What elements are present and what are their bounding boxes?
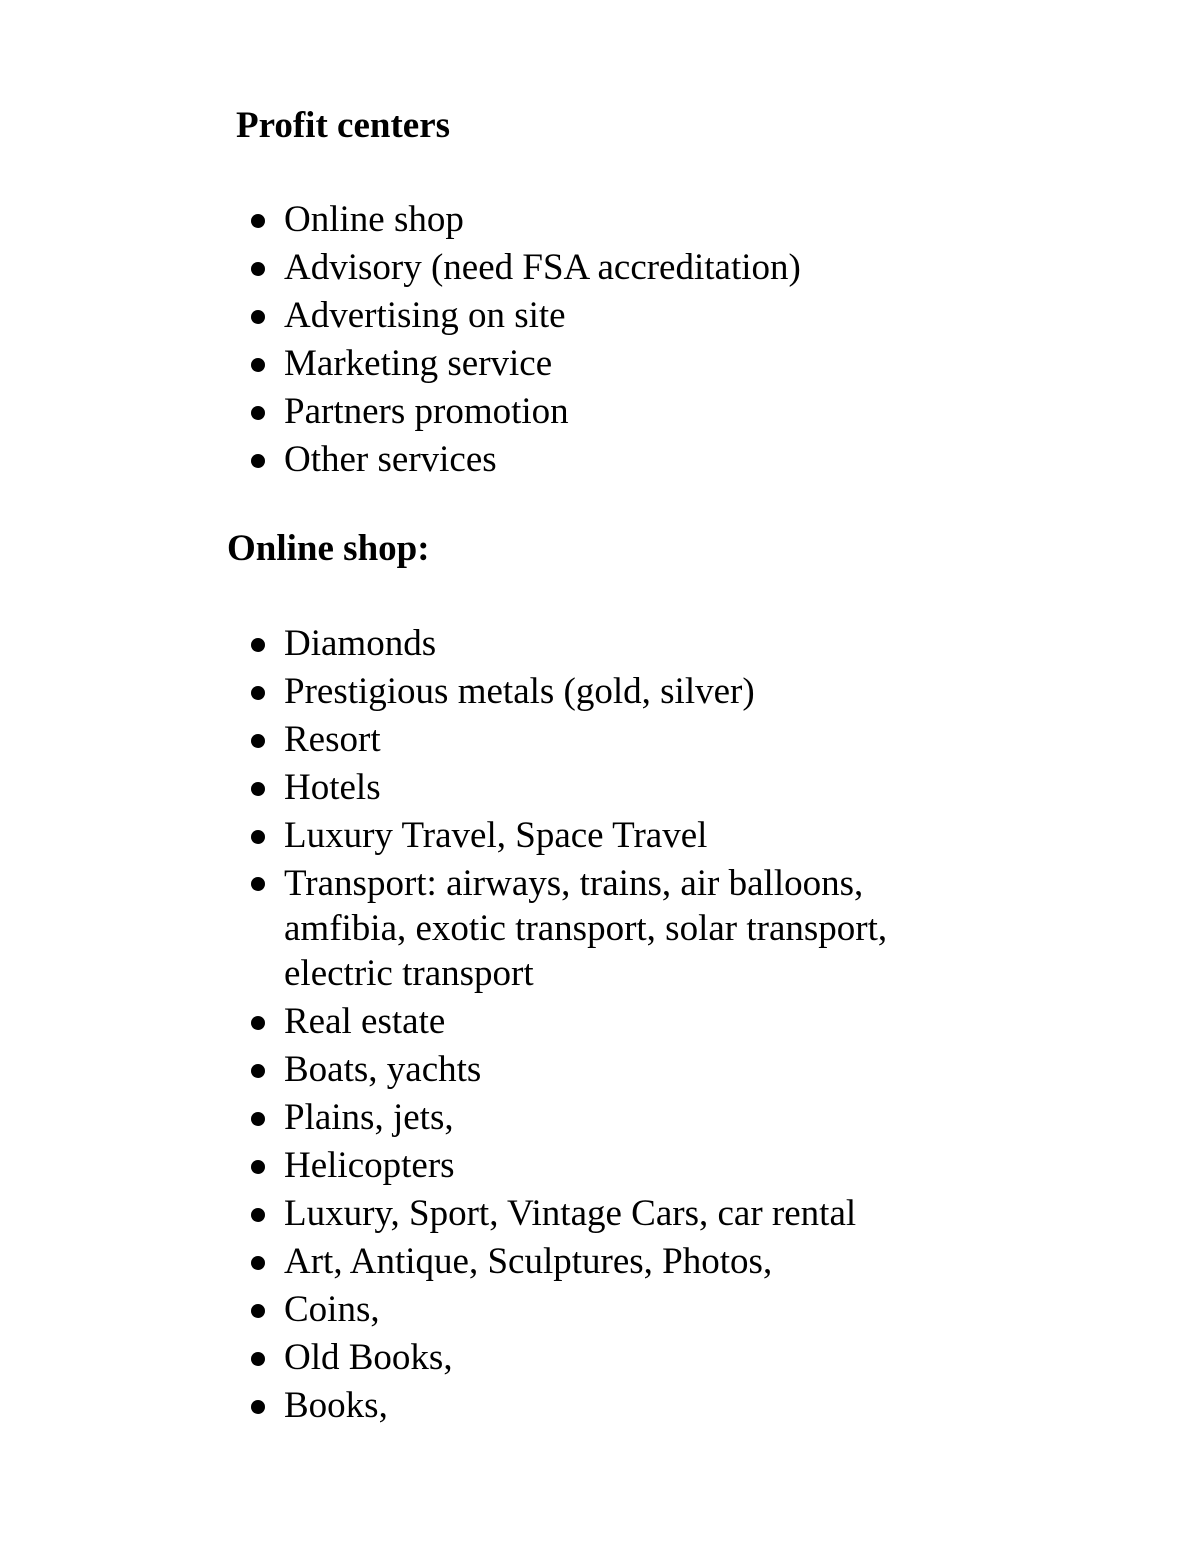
list-item bbox=[0, 620, 1200, 668]
bullet-icon bbox=[251, 1016, 265, 1030]
list-item bbox=[0, 292, 1200, 340]
list-item bbox=[0, 1094, 1200, 1142]
bullet-icon bbox=[251, 358, 265, 372]
list-item bbox=[0, 764, 1200, 812]
bullet-icon bbox=[251, 1112, 265, 1126]
list-item bbox=[0, 812, 1200, 860]
list-item bbox=[0, 668, 1200, 716]
list-item bbox=[0, 1190, 1200, 1238]
bullet-icon bbox=[251, 262, 265, 276]
list-item bbox=[0, 1286, 1200, 1334]
list-item-text: Books, bbox=[284, 1385, 388, 1426]
list-item-text: Online shop bbox=[284, 199, 464, 240]
list-item bbox=[0, 436, 1200, 484]
list-item-text: Diamonds bbox=[284, 623, 437, 664]
section-heading-online-shop: Online shop: bbox=[227, 528, 430, 569]
list-item-text: Resort bbox=[284, 719, 381, 760]
bullet-icon bbox=[251, 1400, 265, 1414]
bullet-icon bbox=[251, 310, 265, 324]
list-item-text: Partners promotion bbox=[284, 391, 569, 432]
list-item bbox=[0, 340, 1200, 388]
list-item bbox=[0, 196, 1200, 244]
bullet-icon bbox=[251, 686, 265, 700]
bullet-icon bbox=[251, 638, 265, 652]
list-item-text: Advertising on site bbox=[284, 295, 566, 336]
bullet-icon bbox=[251, 1304, 265, 1318]
list-item-text: Other services bbox=[284, 439, 497, 480]
list-item-text: Prestigious metals (gold, silver) bbox=[284, 671, 755, 712]
list-item bbox=[0, 716, 1200, 764]
list-item-text: Helicopters bbox=[284, 1145, 455, 1186]
list-item-text: Art, Antique, Sculptures, Photos, bbox=[284, 1241, 773, 1282]
bullet-icon bbox=[251, 454, 265, 468]
list-item-text: Luxury Travel, Space Travel bbox=[284, 815, 708, 856]
bullet-icon bbox=[251, 1256, 265, 1270]
bullet-icon bbox=[251, 1208, 265, 1222]
list-item-text: Plains, jets, bbox=[284, 1097, 454, 1138]
bullet-icon bbox=[251, 830, 265, 844]
bullet-icon bbox=[251, 1352, 265, 1366]
list-item bbox=[0, 998, 1200, 1046]
bullet-icon bbox=[251, 1160, 265, 1174]
section-heading-profit-centers: Profit centers bbox=[236, 105, 451, 146]
list-item-text: Real estate bbox=[284, 1001, 446, 1042]
list-item bbox=[0, 244, 1200, 292]
list-item bbox=[0, 1046, 1200, 1094]
bullet-icon bbox=[251, 1064, 265, 1078]
bullet-icon bbox=[251, 734, 265, 748]
bullet-icon bbox=[251, 782, 265, 796]
list-item bbox=[0, 1142, 1200, 1190]
list-item bbox=[0, 860, 1200, 998]
bullet-icon bbox=[251, 877, 265, 891]
list-item-text: Coins, bbox=[284, 1289, 380, 1330]
list-item-text: Hotels bbox=[284, 767, 381, 808]
profit-centers-list bbox=[0, 196, 1200, 484]
list-item bbox=[0, 1334, 1200, 1382]
online-shop-list bbox=[0, 620, 1200, 1430]
list-item-text: Boats, yachts bbox=[284, 1049, 482, 1090]
list-item bbox=[0, 388, 1200, 436]
list-item-text: Marketing service bbox=[284, 343, 553, 384]
list-item bbox=[0, 1238, 1200, 1286]
bullet-icon bbox=[251, 406, 265, 420]
list-item-text: Advisory (need FSA accreditation) bbox=[284, 247, 801, 288]
list-item-text: Luxury, Sport, Vintage Cars, car rental bbox=[284, 1193, 857, 1234]
list-item bbox=[0, 1382, 1200, 1430]
list-item-text: Transport: airways, trains, air balloons, amfibia, exotic transport, solar transport, electric transport bbox=[284, 863, 888, 994]
bullet-icon bbox=[251, 214, 265, 228]
list-item-text: Old Books, bbox=[284, 1337, 453, 1378]
